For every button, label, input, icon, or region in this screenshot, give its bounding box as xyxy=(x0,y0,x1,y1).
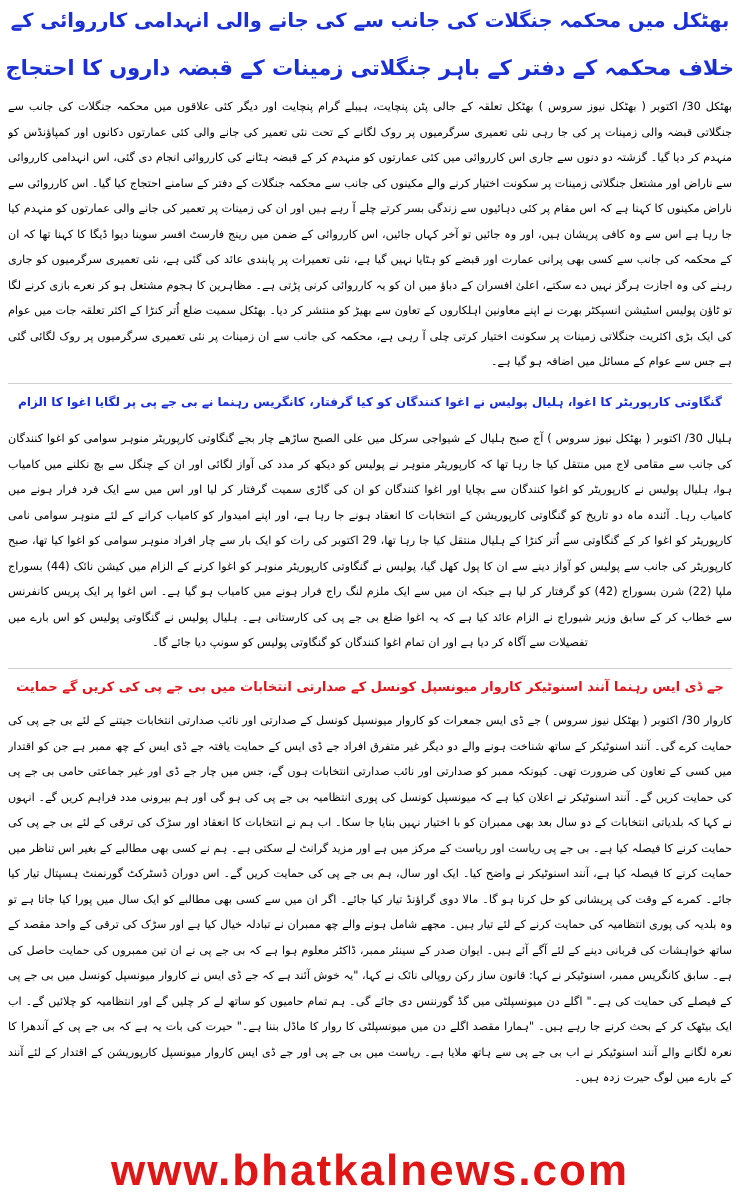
story1-headline-line1: بھٹکل میں محکمہ جنگلات کی جانب سے کی جانے والی انہدامی کارروائی کے xyxy=(10,9,730,32)
story1-headline-line2: خلاف محکمہ کے دفتر کے باہر جنگلاتی زمینات کے قبضہ داروں کا احتجاج xyxy=(5,56,734,80)
divider xyxy=(8,668,732,669)
story1-body: بھٹکل 30/ اکتوبر ( بھٹکل نیوز سروس ) بھٹکل تعلقہ کے جالی پٹن پنچایت، ہیبلے گرام پنچایت اور دیگر کئی علاقوں میں محکمہ جنگلات کی جانب سے جنگلاتی قبضہ والی زمینات پر کی جا رہی نئی تعمیری سرگرمیوں پر روک لگانے کے تحت نئی تعمیر کی جانے والی کئی عمارتوں دکانوں اور کمپاؤنڈس کو منہدم کر دیا گیا۔ گزشتہ دو دنوں سے جاری اس کارروائی میں کئی عمارتوں کو منہدم کر کے قبضہ ہٹانے کی کارروائی انجام دی گئی، اس انہدامی کارروائی سے ناراض اور مشتعل جنگلاتی زمینات پر سکونت اختیار کرنے والے مکینوں کی جانب سے محکمہ جنگلات کے دفتر کے سامنے احتجاج کیا گیا۔ اس کارروائی سے ناراض مکینوں کا کہنا ہے کہ اس مقام پر کئی دہائیوں سے زندگی بسر کرتے چلے آ رہے ہیں اور ان کی زمینات پر تعمیر کی جانے والی عمارتوں کو منہدم کیا جا رہا ہے اس سے وہ کافی پریشان ہیں، اور وہ جائیں تو آخر کہاں جائیں، اس کارروائی کے ضمن میں رینج فارسٹ افسر سوینا دیوا ڈیگا کا کہنا تھا کہ ان کے محکمہ کی جانب سے کسی بھی پرانی عمارت اور قبضے کو ہٹایا نہیں گیا ہے، نئی تعمیرات پر پابندی عائد کی گئی ہے، نئی تعمیری سرگرمیوں کو جاری رہنے کی وہ اجازت ہرگز نہیں دے سکتے، اعلیٰ افسران کے دباؤ میں ان کو یہ کارروائی کرنی پڑتی ہے۔ مظاہرین کا ہجوم مشتعل ہو کر نعرے بازی کرنے لگا تو ٹاؤن پولیس اسٹیشن انسپکٹر بھرت نے اپنے معاونین اہلکاروں کے تعاون سے بھیڑ کو منتشر کر دیا۔ بھٹکل سمیت ضلع اُتر کنڑا کے اکثر تعلقہ جات میں عوام کی ایک بڑی اکثریت جنگلاتی زمینات پر سکونت اختیار کرتی چلی آ رہی ہے، محکمہ کی جانب سے ان زمینات پر نئی تعمیری سرگرمیوں پر روک لگائی گئی ہے جس سے عوام کے مسائل میں اضافہ ہو گیا ہے۔ xyxy=(8,100,732,368)
story3-body: کاروار 30/ اکتوبر ( بھٹکل نیوز سروس ) جے ڈی ایس جمعرات کو کاروار میونسپل کونسل کے صدارتی اور نائب صدارتی انتخابات جیتنے کے لئے بی جے پی کی حمایت کرے گی۔ آنند اسنوٹیکر کے ساتھ شناخت ہونے والے دو دیگر غیر متفرق افراد جے ڈی ایس کے حمایت یافتہ جے ڈی ایس کے چھ ممبر ہے جن کو اقتدار میں کسی کے تعاون کی ضرورت تھی۔ کیونکہ ممبر کو صدارتی اور نائب صدارتی انتخابات ہوں گے، جس میں چار جے ڈی اور غیر جماعتی حامی بی جے پی کی حمایت کریں گے۔ آنند اسنوٹیکر نے اعلان کیا ہے کہ میونسپل کونسل کی پوری انتظامیہ بی جے پی کی ہو گی اور ہم بیرونی مدد فراہم کریں گے۔ انہوں نے کہا کہ بلدیاتی انتخابات کے دو سال بعد بھی ممبران کو با اختیار نہیں بنایا جا سکا۔ اب ہم نے انتخابات کا انعقاد اور سڑک کی ترقی کے لئے بی جے پی کی حمایت کرنے کا فیصلہ کیا ہے۔ بی جے پی ریاست اور ریاست کے مرکز میں ہے اور مزید گرانٹ لے سکتی ہے۔ ہم نے کسی بھی مطالبے کے بغیر اس تناظر میں حمایت کرنے کا فیصلہ کیا ہے، آنند اسنوٹیکر نے واضح کیا۔ ایک اور سال، ہم بی جے پی کی حمایت کریں گے۔ اس دوران ڈسٹرکٹ گورنمنٹ ہسپتال تیار کیا جائے۔ کمرے کے وقت کی پریشانی کو حل کرنا ہو گا۔ مالا دوی گراؤنڈ تیار کیا جائے۔ اگر ان میں سے کسی بھی مطالبے کو ایک سال میں پورا کیا جاتا ہے تو وہ بلدیہ کی پوری انتظامیہ کی حمایت کرنے کے لئے تیار ہیں۔ مجھے شامل ہونے والے چھ ممبران نے تبادلہ خیال کیا ہے اور سڑک کی ترقی کے واحد مقصد کے ساتھ خواہشات کی قربانی دینے کے لئے آگے آئے ہیں۔ ایوان صدر کے سینئر ممبر، ڈاکٹر معلوم ہوا ہے کہ بی جے پی نے ان تین ممبروں کی حمایت حاصل کی ہے۔ سابق کانگریس ممبر، اسنوٹیکر نے کہا: قانون ساز رکن روپالی نائک نے کہا، "یہ خوش آئند ہے کہ جے ڈی ایس نے کاروار میونسپل کونسل میں بی جے پی کے فیصلے کی حمایت کی ہے۔" اگلے دن میونسپلٹی میں گڈ گورننس دی جائے گی۔ ہم تمام حامیوں کو ساتھ لے کر چلیں گے اور انتظامیہ کو چلائیں گے۔ اب ایک بیٹھک کر کے بحث کرنے جا رہے ہیں۔ "ہمارا مقصد اگلے دن میں میونسپلٹی کا روار کا ماڈل بننا ہے۔" حیرت کی بات یہ ہے کہ بی جے پی کے آندھرا کا نعرہ لگانے والے آنند اسنوٹیکر نے اب بی جے پی سے ہاتھ ملایا ہے۔ ریاست میں بی جے پی اور جے ڈی ایس کاروار میونسپل کارپوریشن کے اقتدار کے لئے آنند کے بارے میں لوگ حیرت زدہ ہیں۔ xyxy=(8,714,732,1084)
story2-headline: گنگاوتی کارپوریٹر کا اغوا، ہلیال پولیس نے اغوا کنندگان کو کیا گرفتار، کانگریس رہنما نے بی جے پی پر لگایا اغوا کا الزام xyxy=(18,395,722,409)
website-watermark: www.bhatkalnews.com xyxy=(110,1149,630,1193)
story3-headline: جے ڈی ایس رہنما آنند اسنوٹیکر کاروار میونسپل کونسل کے صدارتی انتخابات میں بی جے پی کی کریں گے حمایت xyxy=(16,680,724,695)
divider xyxy=(8,383,732,384)
story2-body: ہلیال 30/ اکتوبر ( بھٹکل نیوز سروس ) آج صبح ہلیال کے شیواجی سرکل میں علی الصبح ساڑھے چار بجے گنگاوتی کارپوریٹر منوہر سوامی کو اغوا کنندگان کی جانب سے مقامی لاج میں منتقل کیا جا رہا تھا کہ کارپوریٹر منوہر نے پولیس کو دیکھ کر مدد کی آواز لگائی اور ان کے چنگل سے بچ نکلنے میں کامیاب ہوا، ہلیال پولیس نے کارپوریٹر کو اغوا کنندگان سے بچایا اور اغوا کنندگان کو ان کی گاڑی سمیت گرفتار کر لیا اور اس میں سے ایک فرد فرار ہونے میں کامیاب رہا۔ آئندہ ماہ دو تاریخ کو گنگاوتی کارپوریشن کے انتخابات کا انعقاد ہونے جا رہا ہے، اور اپنے امیدوار کو کامیاب کرانے کے لئے منوہر سوامی نامی کارپوریٹر کو اغوا کر کے گنگاوتی سے اُتر کنڑا کے ہلیال منتقل کیا جا رہا تھا، 29 اکتوبر کی رات کو ایک بار سے چار افراد منوہر سوامی کو اغوا کیا تھا، صبح کارپوریٹر کی جانب سے پولیس کو آواز دینے سے ان کا پول کھل گیا، پولیس نے گنگاوتی کارپوریٹر منوہر کو اغوا کرنے کے الزام میں کیشن نائک (44) بسوراج ملپا (22) شرن بسوراج (42) کو گرفتار کر لیا ہے جبکہ ان میں سے ایک ملزم لنگ راج فرار ہونے میں کامیاب ہو گیا ہے۔ اس اغوا پر ایک پریس کانفرنس سے خطاب کر کے سابق وزیر شیوراج نے الزام عائد کیا ہے کہ یہ اغوا ضلع بی جے پی کی کارستانی ہے۔ ہلیال پولیس نے گنگاوتی پولیس کو اس بارے میں تفصیلات سے آگاہ کر دیا ہے اور ان تمام اغوا کنندگان کو گنگاوتی پولیس کو سونپ دیا جائے گا۔ xyxy=(8,432,732,649)
